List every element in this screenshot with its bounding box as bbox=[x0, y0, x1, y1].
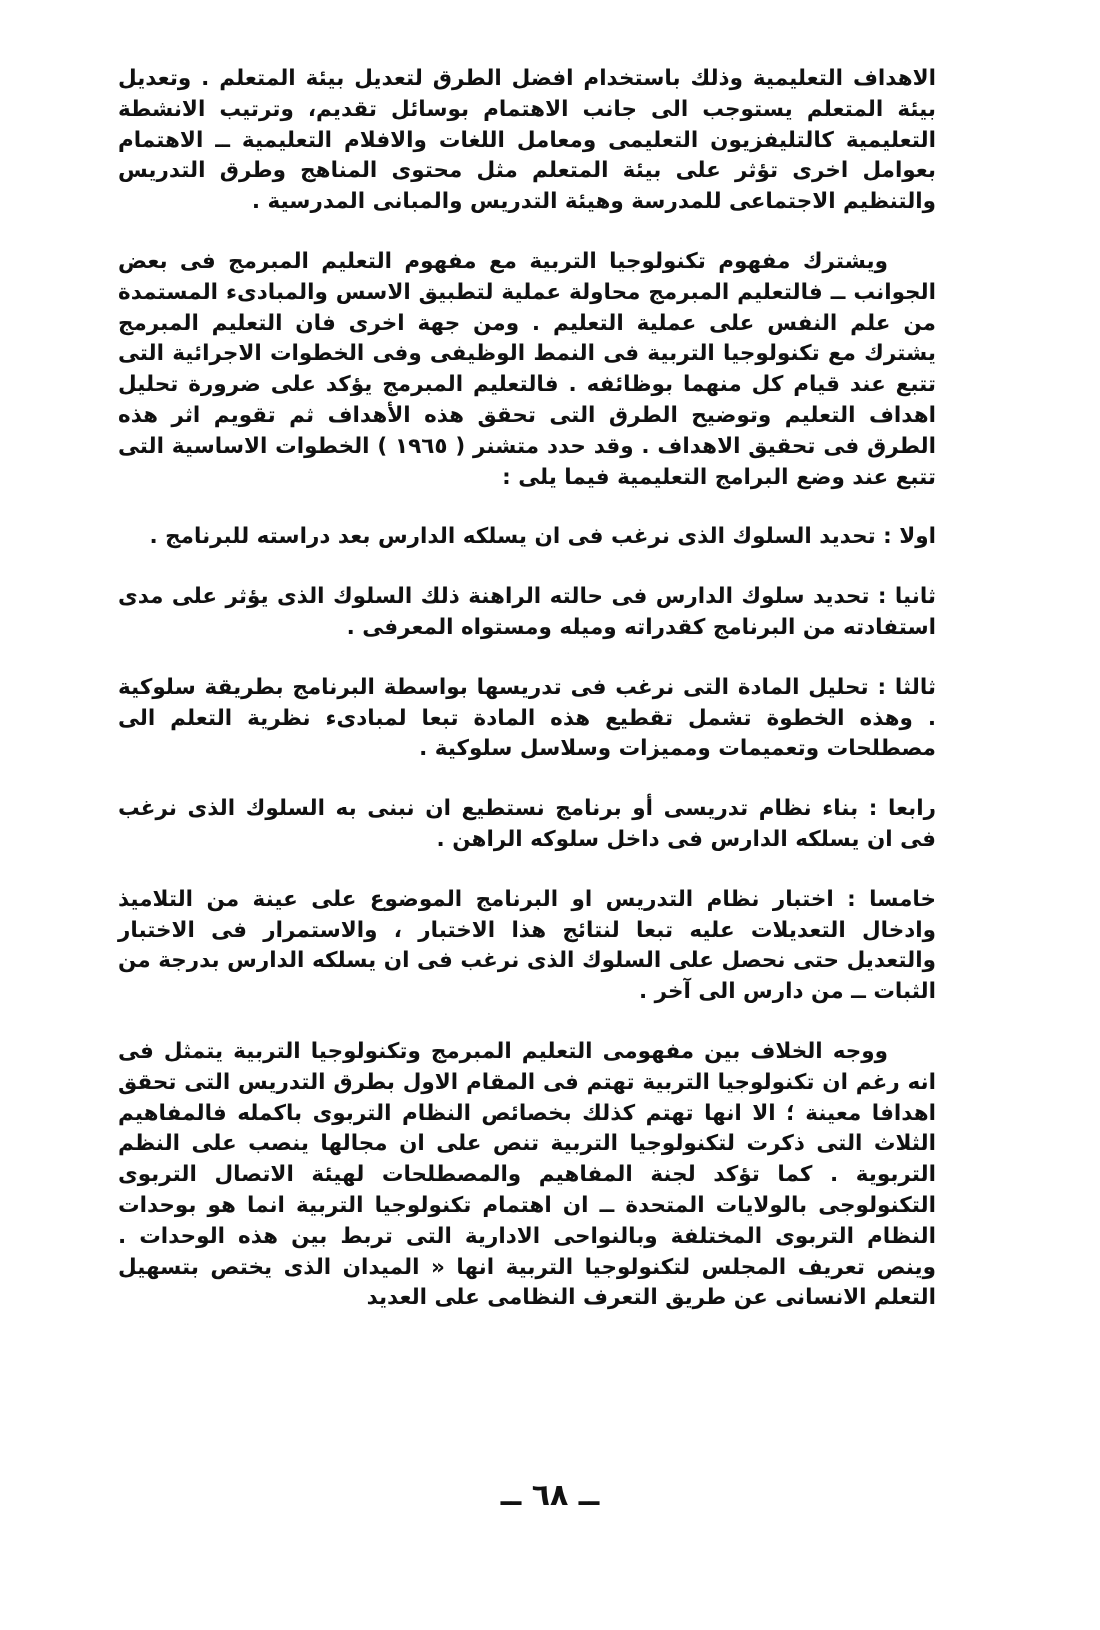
step-label: اولا : bbox=[883, 524, 936, 550]
step-label: خامسا : bbox=[847, 886, 936, 912]
step-label: رابعا : bbox=[868, 796, 936, 822]
paragraph-text: ووجه الخلاف بين مفهومى التعليم المبرمج وتكنولوجيا التربية يتمثل فى انه رغم ان تكنولوجيا التربية تهتم فى المقام الاول بطرق التدريس التى تحقق اهدافا معينة ؛ الا انها تهتم كذلك بخصائص النظام التربوى باكمله فالمفاهيم الثلاث التى ذكرت لتكنولوجيا التربية تنص على ان مجالها ينصب على النظم التربوية . كما تؤكد لجنة المفاهيم والمصطلحات لهيئة الاتصال التربوى التكنولوجى بالولايات المتحدة ــ ان اهتمام تكنولوجيا التربية انما هو بوحدات النظام التربوى المختلفة وبالنواحى الادارية التى تربط بين هذه الوحدات . وينص تعريف المجلس لتكنولوجيا التربية انها « الميدان الذى يختص بتسهيل التعلم الانسانى عن طريق التعرف النظامى على العديد bbox=[118, 1038, 936, 1311]
step-label: ثانيا : bbox=[877, 584, 936, 610]
step-1 bbox=[118, 522, 936, 553]
paragraph-1 bbox=[118, 64, 936, 218]
paragraph-text: ويشترك مفهوم تكنولوجيا التربية مع مفهوم التعليم المبرمج فى بعض الجوانب ــ فالتعليم المبرمج محاولة عملية لتطبيق الاسس والمبادىء المستمدة من علم النفس على عملية التعليم . ومن جهة اخرى فان التعليم المبرمج يشترك مع تكنولوجيا التربية فى النمط الوظيفى وفى الخطوات الاجرائية التى تتبع عند قيام كل منهما بوظائفه . فالتعليم المبرمج يؤكد على ضرورة تحليل اهداف التعليم وتوضيح الطرق التى تحقق هذه الأهداف ثم تقويم اثر هذه الطرق فى تحقيق الاهداف . وقد حدد متشنر ( ١٩٦٥ ) الخطوات الاساسية التى تتبع عند وضع البرامج التعليمية فيما يلى : bbox=[118, 248, 936, 490]
step-text: اختبار نظام التدريس او البرنامج الموضوع على عينة من التلاميذ وادخال التعديلات عليه تبعا لنتائج هذا الاختبار ، والاستمرار فى الاختبار والتعديل حتى نحصل على السلوك الذى نرغب فى ان يسلكه الدارس بدرجة من الثبات ــ من دارس الى آخر . bbox=[118, 886, 936, 1005]
paragraph-text: الاهداف التعليمية وذلك باستخدام افضل الطرق لتعديل بيئة المتعلم . وتعديل بيئة المتعلم يستوجب الى جانب الاهتمام بوسائل تقديم، وترتيب الانشطة التعليمية كالتليفزيون التعليمى ومعامل اللغات والافلام التعليمية ــ الاهتمام بعوامل اخرى تؤثر على بيئة المتعلم مثل محتوى المناهج وطرق التدريس والتنظيم الاجتماعى للمدرسة وهيئة التدريس والمبانى المدرسية . bbox=[118, 66, 936, 215]
step-text: تحليل المادة التى نرغب فى تدريسها بواسطة البرنامج بطريقة سلوكية . وهذه الخطوة تشمل تقطيع هذه المادة تبعا لمبادىء نظرية التعلم الى مصطلحات وتعميمات ومميزات وسلاسل سلوكية . bbox=[118, 674, 936, 762]
step-text: بناء نظام تدريسى أو برنامج نستطيع ان نبنى به السلوك الذى نرغب فى ان يسلكه الدارس فى داخل سلوكه الراهن . bbox=[118, 796, 936, 852]
paragraph-2 bbox=[118, 247, 936, 493]
step-3 bbox=[118, 673, 936, 765]
page-number: ــ ٦٨ ــ bbox=[500, 1478, 600, 1513]
step-label: ثالثا : bbox=[877, 674, 936, 700]
paragraph-3 bbox=[118, 1037, 936, 1314]
step-text: تحديد السلوك الذى نرغب فى ان يسلكه الدارس بعد دراسته للبرنامج . bbox=[149, 524, 876, 550]
step-2 bbox=[118, 582, 936, 644]
step-text: تحديد سلوك الدارس فى حالته الراهنة ذلك السلوك الذى يؤثر على مدى استفادته من البرنامج كقدراته وميله ومستواه المعرفى . bbox=[118, 584, 936, 640]
page-body bbox=[118, 64, 936, 1343]
step-5 bbox=[118, 885, 936, 1008]
step-4 bbox=[118, 794, 936, 856]
